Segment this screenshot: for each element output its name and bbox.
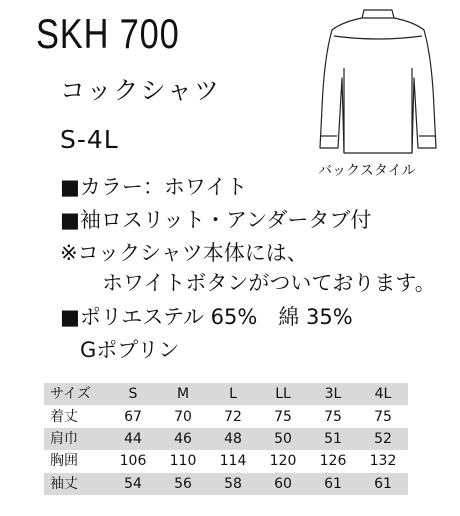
table-cell: 60 (258, 473, 308, 495)
table-cell: 75 (274, 408, 292, 425)
table-cell: 75 (324, 408, 342, 425)
row-label: 肩巾 (44, 428, 108, 450)
table-cell: 126 (319, 453, 347, 470)
product-name: コックシャツ (60, 76, 222, 105)
header-cell: M (158, 383, 208, 405)
size-table-header (44, 383, 408, 405)
spec-material: ■ポリエステル 65% 綿 35% (60, 305, 353, 329)
header-cell: L (208, 383, 258, 405)
table-cell: 132 (369, 453, 397, 470)
table-cell: 110 (169, 453, 197, 470)
table-cell: 120 (269, 453, 297, 470)
table-cell: 106 (119, 453, 147, 470)
row-label: 胸囲 (50, 453, 78, 470)
table-cell: 61 (358, 473, 408, 495)
header-cell: 4L (358, 383, 408, 405)
spec-sleeve: ■袖ロスリット・アンダータブ付 (60, 208, 372, 232)
shirt-back-view-illustration (312, 8, 444, 158)
table-cell: 51 (308, 428, 358, 450)
table-cell: 75 (374, 408, 392, 425)
table-row (44, 428, 408, 450)
table-cell: 56 (158, 473, 208, 495)
row-label: 袖丈 (44, 473, 108, 495)
table-cell: 44 (108, 428, 158, 450)
table-cell: 46 (158, 428, 208, 450)
model-number: SKH 700 (36, 10, 180, 57)
size-range: S-4L (60, 125, 119, 154)
table-cell: 67 (124, 408, 142, 425)
spec-note-cont: ホワイトボタンがついております。 (102, 271, 436, 295)
header-cell: S (108, 383, 158, 405)
table-cell: 114 (219, 453, 247, 470)
table-cell: 61 (308, 473, 358, 495)
spec-color: ■カラー：ホワイト (60, 175, 248, 199)
header-cell: サイズ (44, 383, 108, 405)
table-cell: 58 (208, 473, 258, 495)
spec-fabric: Gポプリン (80, 338, 180, 362)
table-row (44, 450, 408, 472)
table-cell: 72 (224, 408, 242, 425)
table-row (44, 405, 408, 427)
header-cell: 3L (308, 383, 358, 405)
table-cell: 52 (358, 428, 408, 450)
table-cell: 50 (258, 428, 308, 450)
back-style-caption: バックスタイル (318, 163, 416, 179)
table-cell: 70 (174, 408, 192, 425)
row-label: 着丈 (50, 408, 78, 425)
table-cell: 54 (108, 473, 158, 495)
spec-note: ※コックシャツ本体には、 (60, 241, 308, 265)
table-row (44, 473, 408, 495)
table-cell: 48 (208, 428, 258, 450)
header-cell: LL (258, 383, 308, 405)
size-table (44, 383, 408, 495)
